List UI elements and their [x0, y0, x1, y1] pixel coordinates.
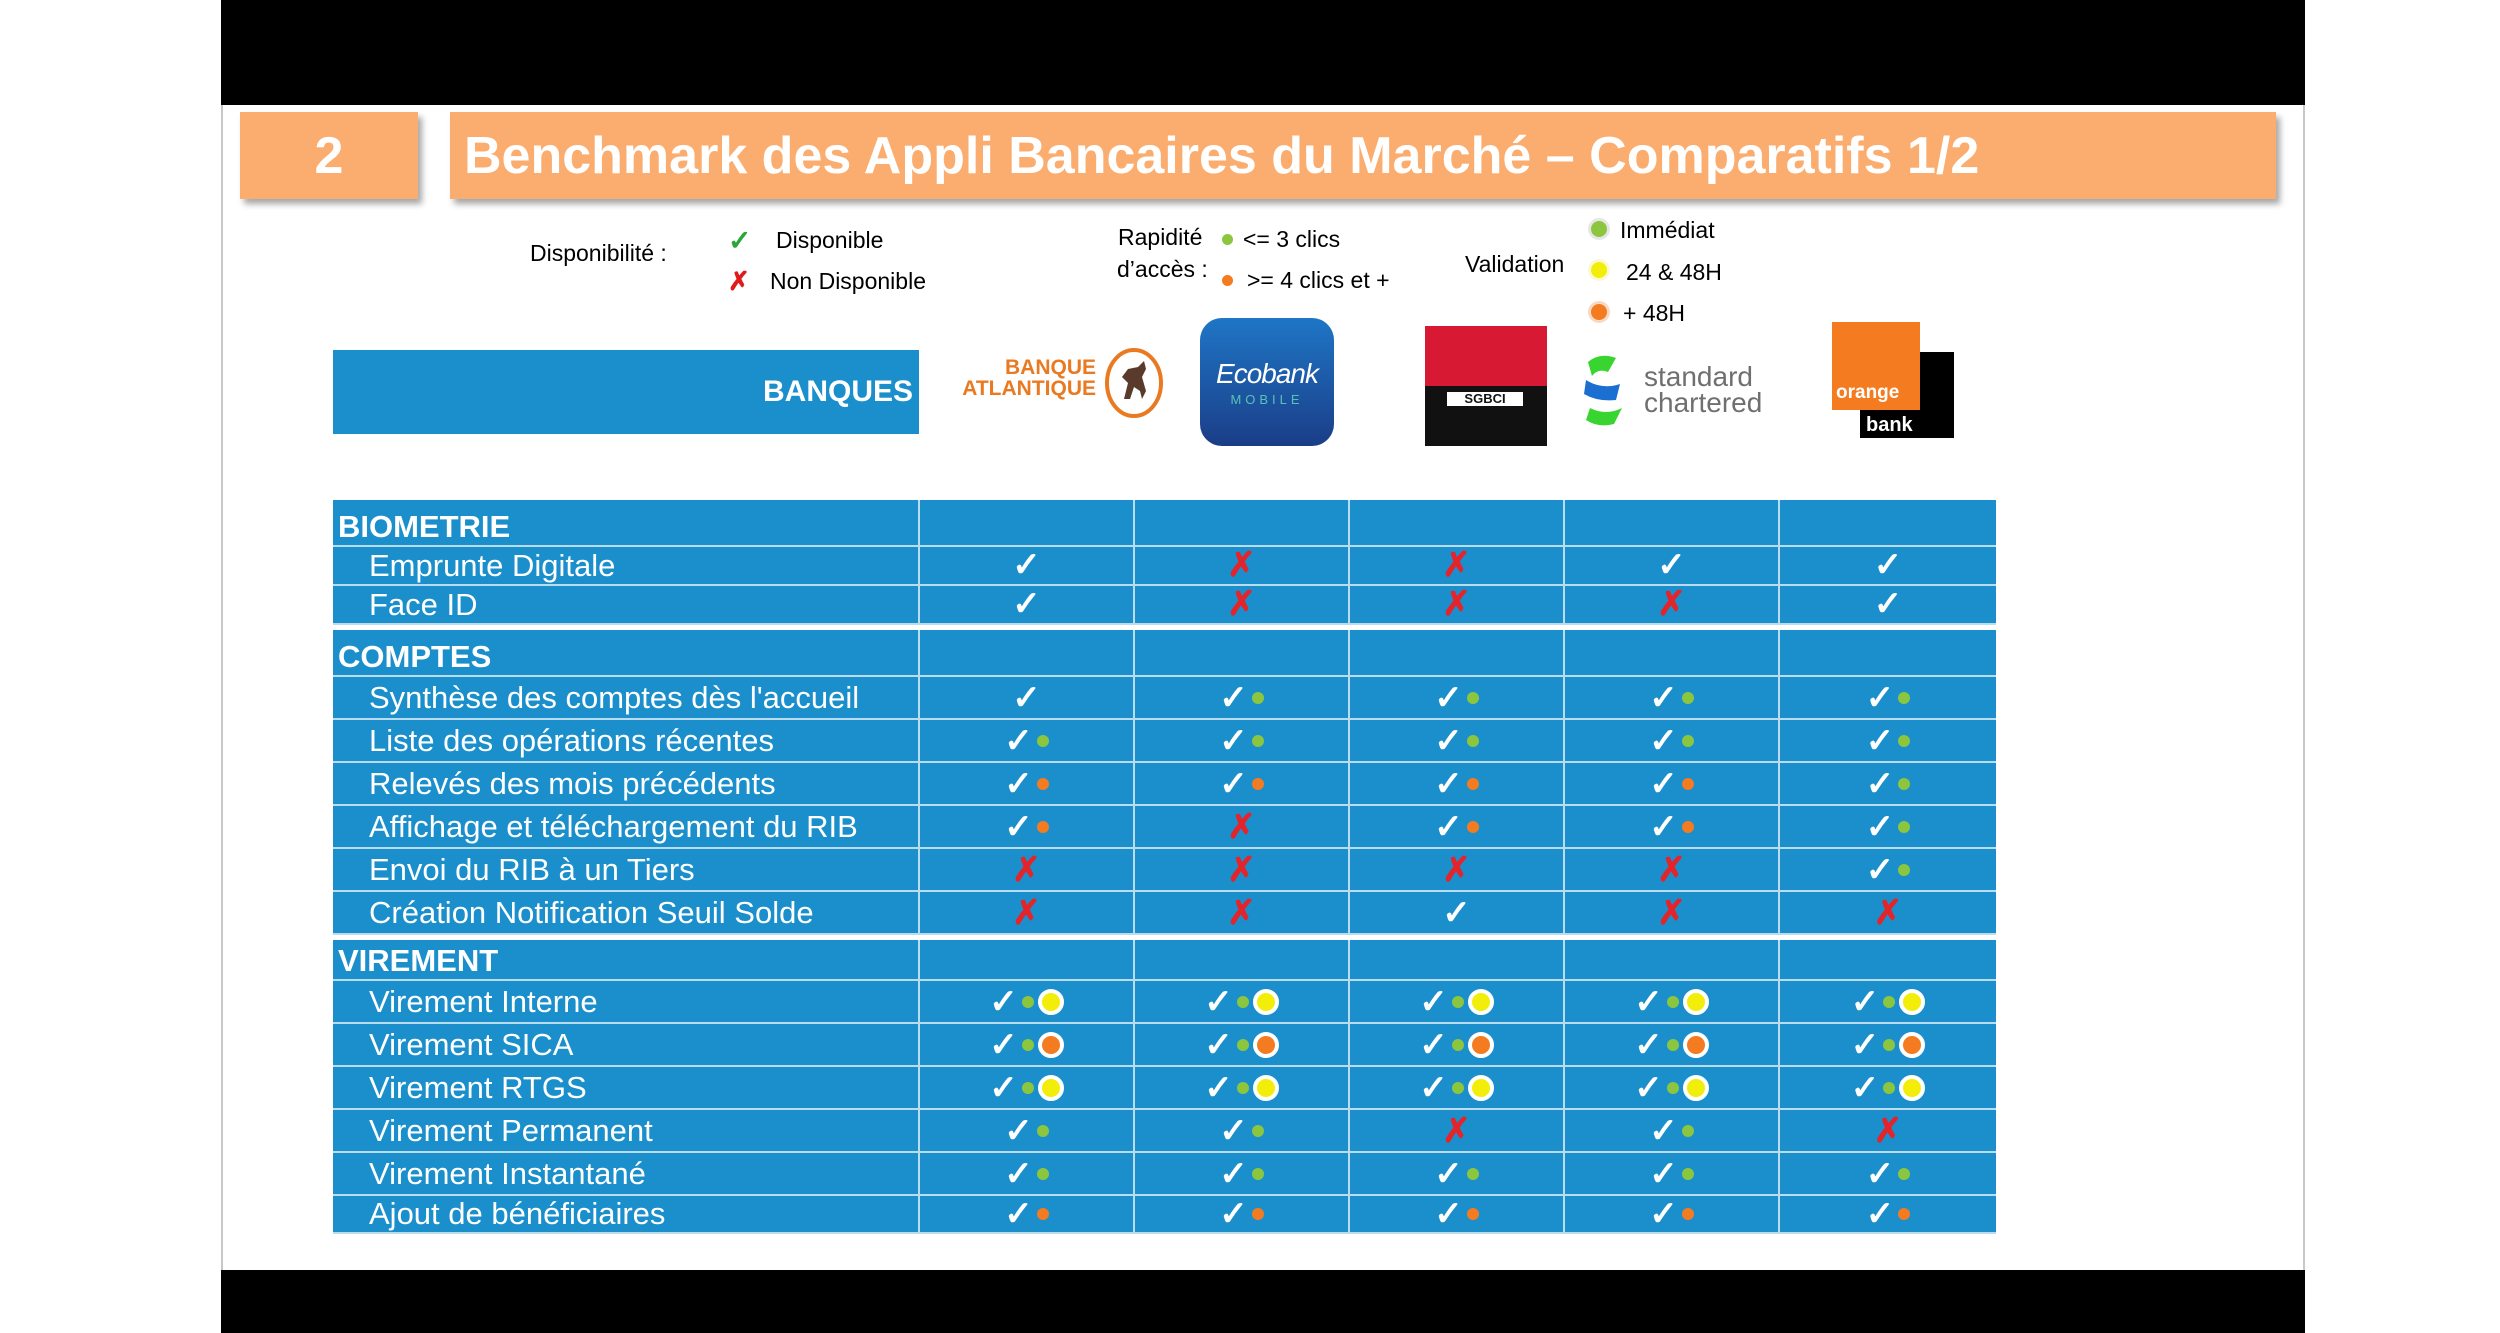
section-header-cell: [1349, 630, 1564, 676]
fast-access-dot-icon: [1682, 1168, 1694, 1180]
value-cell-bank-5: [1779, 891, 1996, 934]
available-check-icon: ✓: [1012, 585, 1041, 624]
value-cell-bank-1: [919, 1066, 1134, 1109]
section-header-cell: [1564, 940, 1779, 980]
value-cell-bank-5: [1779, 762, 1996, 805]
row-label: Envoi du RIB à un Tiers: [333, 848, 919, 891]
value-cell-bank-5: [1779, 848, 1996, 891]
fast-access-dot-icon: [1667, 996, 1679, 1008]
value-cell-bank-3: [1349, 762, 1564, 805]
orange-bank-line2: bank: [1866, 414, 1913, 436]
available-check-icon: ✓: [1649, 807, 1678, 846]
value-cell-bank-2: [1134, 1066, 1349, 1109]
slow-access-dot-icon: [1467, 1208, 1479, 1220]
standard-chartered-line2: chartered: [1644, 387, 1763, 418]
row-label: Affichage et téléchargement du RIB: [333, 805, 919, 848]
available-check-icon: ✓: [1850, 982, 1880, 1021]
available-check-icon: ✓: [1649, 764, 1678, 803]
slow-access-dot-icon: [1898, 1208, 1910, 1220]
section-header-cell: [919, 500, 1134, 546]
value-cell-bank-4: [1564, 1195, 1779, 1233]
horse-emblem-icon: [1104, 347, 1164, 419]
table-row: [333, 546, 1996, 585]
value-cell-bank-1: [919, 546, 1134, 585]
legend-cross-icon: ✗: [728, 266, 750, 296]
validation-48h-plus-dot-icon: [1899, 1032, 1925, 1058]
table-row: [333, 891, 1996, 934]
value-cell-bank-2: [1134, 805, 1349, 848]
section-title: COMPTES: [333, 630, 919, 676]
available-check-icon: ✓: [1657, 546, 1686, 585]
available-check-icon: ✓: [1434, 1195, 1463, 1233]
value-cell-bank-2: [1134, 676, 1349, 719]
fast-access-dot-icon: [1667, 1039, 1679, 1051]
fast-access-dot-icon: [1452, 1039, 1464, 1051]
value-cell-bank-2: [1134, 891, 1349, 934]
fast-access-dot-icon: [1898, 692, 1910, 704]
available-check-icon: ✓: [1434, 1154, 1463, 1193]
section-header-cell: [1134, 630, 1349, 676]
fast-access-dot-icon: [1237, 1039, 1249, 1051]
value-cell-bank-4: [1564, 891, 1779, 934]
validation-24-48h-dot-icon: [1253, 989, 1279, 1015]
fast-access-dot-icon: [1037, 1125, 1049, 1137]
legend-validation-label: Validation: [1465, 251, 1565, 277]
available-check-icon: ✓: [1634, 1068, 1663, 1107]
value-cell-bank-4: [1564, 848, 1779, 891]
unavailable-cross-icon: ✗: [1657, 893, 1686, 932]
legend-rapide: <= 3 clics: [1243, 226, 1341, 252]
section-header-cell: [919, 940, 1134, 980]
value-cell-bank-5: [1779, 1195, 1996, 1233]
legend-disponibilite-label: Disponibilité :: [530, 240, 667, 266]
available-check-icon: ✓: [1219, 721, 1248, 760]
value-cell-bank-2: [1134, 1109, 1349, 1152]
table-row: [333, 762, 1996, 805]
sgbci-label: SGBCI: [1447, 392, 1523, 406]
available-check-icon: ✓: [1434, 807, 1463, 846]
section-header-cell: [1779, 940, 1996, 980]
slow-access-dot-icon: [1037, 821, 1049, 833]
legend-24-48h-dot-icon: [1588, 259, 1610, 281]
fast-access-dot-icon: [1467, 692, 1479, 704]
available-check-icon: ✓: [1004, 764, 1033, 803]
available-check-icon: ✓: [1004, 721, 1033, 760]
available-check-icon: ✓: [1219, 1111, 1248, 1150]
validation-24-48h-dot-icon: [1899, 1075, 1925, 1101]
value-cell-bank-5: [1779, 980, 1996, 1023]
sgbci-logo: [1425, 326, 1547, 446]
value-cell-bank-4: [1564, 546, 1779, 585]
available-check-icon: ✓: [1865, 721, 1895, 760]
value-cell-bank-3: [1349, 546, 1564, 585]
unavailable-cross-icon: ✗: [1657, 585, 1686, 624]
available-check-icon: ✓: [1219, 1154, 1248, 1193]
ecobank-line1: Ecobank: [1216, 357, 1318, 389]
value-cell-bank-3: [1349, 848, 1564, 891]
standard-chartered-logo: [1578, 350, 1788, 430]
available-check-icon: ✓: [1865, 1195, 1895, 1233]
section-header-cell: [1564, 630, 1779, 676]
unavailable-cross-icon: ✗: [1442, 850, 1471, 889]
available-check-icon: ✓: [1865, 807, 1895, 846]
value-cell-bank-5: [1779, 805, 1996, 848]
table-row: [333, 980, 1996, 1023]
value-cell-bank-3: [1349, 719, 1564, 762]
fast-access-dot-icon: [1037, 735, 1049, 747]
available-check-icon: ✓: [1634, 1025, 1663, 1064]
fast-access-dot-icon: [1022, 996, 1034, 1008]
slow-access-dot-icon: [1467, 821, 1479, 833]
value-cell-bank-4: [1564, 585, 1779, 624]
fast-access-dot-icon: [1883, 996, 1895, 1008]
table-row: [333, 805, 1996, 848]
fast-access-dot-icon: [1682, 692, 1694, 704]
table-row: [333, 676, 1996, 719]
available-check-icon: ✓: [1850, 1068, 1880, 1107]
value-cell-bank-4: [1564, 719, 1779, 762]
fast-access-dot-icon: [1667, 1082, 1679, 1094]
unavailable-cross-icon: ✗: [1442, 585, 1471, 624]
legend-immediat-dot-icon: [1588, 218, 1610, 240]
value-cell-bank-1: [919, 1023, 1134, 1066]
unavailable-cross-icon: ✗: [1442, 1111, 1471, 1150]
available-check-icon: ✓: [1012, 546, 1041, 585]
unavailable-cross-icon: ✗: [1227, 893, 1256, 932]
value-cell-bank-4: [1564, 1152, 1779, 1195]
fast-access-dot-icon: [1237, 1082, 1249, 1094]
value-cell-bank-1: [919, 1195, 1134, 1233]
value-cell-bank-4: [1564, 805, 1779, 848]
fast-access-dot-icon: [1883, 1039, 1895, 1051]
available-check-icon: ✓: [989, 1025, 1018, 1064]
available-check-icon: ✓: [1004, 807, 1033, 846]
slow-access-dot-icon: [1037, 1208, 1049, 1220]
validation-48h-plus-dot-icon: [1468, 1032, 1494, 1058]
value-cell-bank-1: [919, 805, 1134, 848]
row-label: Virement SICA: [333, 1023, 919, 1066]
fast-access-dot-icon: [1252, 692, 1264, 704]
validation-24-48h-dot-icon: [1038, 989, 1064, 1015]
legend-48h-plus: + 48H: [1623, 300, 1686, 326]
available-check-icon: ✓: [1204, 1025, 1233, 1064]
value-cell-bank-2: [1134, 1152, 1349, 1195]
value-cell-bank-1: [919, 980, 1134, 1023]
section-header-cell: [1134, 500, 1349, 546]
fast-access-dot-icon: [1237, 996, 1249, 1008]
legend-24-48h: 24 & 48H: [1626, 259, 1722, 285]
value-cell-bank-2: [1134, 546, 1349, 585]
standard-chartered-emblem-icon: [1578, 350, 1630, 430]
banque-atlantique-line1: BANQUE: [1004, 356, 1096, 379]
bottom-black-bar: [221, 1270, 2305, 1333]
section-header-row: [333, 630, 1996, 676]
available-check-icon: ✓: [1419, 982, 1448, 1021]
section-title: VIREMENT: [333, 940, 919, 980]
legend-rapidite-label-1: Rapidité: [1118, 224, 1203, 250]
legend-48h-plus-dot-icon: [1588, 301, 1610, 323]
slow-access-dot-icon: [1037, 778, 1049, 790]
value-cell-bank-4: [1564, 1066, 1779, 1109]
value-cell-bank-4: [1564, 980, 1779, 1023]
row-label: Virement Instantané: [333, 1152, 919, 1195]
slide-title: Benchmark des Appli Bancaires du Marché – Comparatifs 1/2: [450, 112, 2276, 199]
value-cell-bank-4: [1564, 1023, 1779, 1066]
banque-atlantique-logo: [936, 345, 1166, 425]
value-cell-bank-3: [1349, 585, 1564, 624]
legend-lent: >= 4 clics et +: [1247, 267, 1390, 293]
validation-24-48h-dot-icon: [1899, 989, 1925, 1015]
standard-chartered-line1: standard: [1644, 361, 1753, 392]
ecobank-line2: MOBILE: [1230, 391, 1304, 407]
unavailable-cross-icon: ✗: [1012, 850, 1041, 889]
value-cell-bank-1: [919, 1109, 1134, 1152]
fast-access-dot-icon: [1252, 735, 1264, 747]
available-check-icon: ✓: [1865, 1154, 1895, 1193]
value-cell-bank-4: [1564, 676, 1779, 719]
row-label: Virement Interne: [333, 980, 919, 1023]
available-check-icon: ✓: [1649, 721, 1678, 760]
available-check-icon: ✓: [1865, 678, 1895, 717]
unavailable-cross-icon: ✗: [1442, 546, 1471, 585]
top-black-bar: [221, 0, 2305, 105]
available-check-icon: ✓: [1649, 1154, 1678, 1193]
slow-access-dot-icon: [1467, 778, 1479, 790]
slide-number: 2: [240, 112, 418, 199]
validation-24-48h-dot-icon: [1468, 1075, 1494, 1101]
value-cell-bank-2: [1134, 585, 1349, 624]
unavailable-cross-icon: ✗: [1873, 893, 1903, 932]
legend-non-disponible: Non Disponible: [770, 268, 926, 294]
available-check-icon: ✓: [1434, 678, 1463, 717]
row-label: Ajout de bénéficiaires: [333, 1195, 919, 1233]
value-cell-bank-3: [1349, 1195, 1564, 1233]
validation-24-48h-dot-icon: [1253, 1075, 1279, 1101]
fast-access-dot-icon: [1898, 1168, 1910, 1180]
fast-access-dot-icon: [1898, 778, 1910, 790]
value-cell-bank-2: [1134, 762, 1349, 805]
row-label: Synthèse des comptes dès l'accueil: [333, 676, 919, 719]
value-cell-bank-1: [919, 719, 1134, 762]
slow-access-dot-icon: [1252, 1208, 1264, 1220]
slow-access-dot-icon: [1252, 778, 1264, 790]
available-check-icon: ✓: [1873, 585, 1903, 624]
fast-access-dot-icon: [1022, 1082, 1034, 1094]
validation-24-48h-dot-icon: [1683, 989, 1709, 1015]
section-header-cell: [1349, 940, 1564, 980]
available-check-icon: ✓: [989, 982, 1018, 1021]
fast-access-dot-icon: [1898, 864, 1910, 876]
available-check-icon: ✓: [989, 1068, 1018, 1107]
value-cell-bank-5: [1779, 1023, 1996, 1066]
row-label: Création Notification Seuil Solde: [333, 891, 919, 934]
available-check-icon: ✓: [1865, 764, 1895, 803]
available-check-icon: ✓: [1004, 1195, 1033, 1233]
legend-disponible: Disponible: [776, 227, 884, 253]
value-cell-bank-3: [1349, 1152, 1564, 1195]
unavailable-cross-icon: ✗: [1227, 546, 1256, 585]
section-header-row: [333, 500, 1996, 546]
unavailable-cross-icon: ✗: [1657, 850, 1686, 889]
validation-24-48h-dot-icon: [1468, 989, 1494, 1015]
table-row: [333, 585, 1996, 624]
legend-immediat: Immédiat: [1620, 217, 1715, 243]
section-header-cell: [1779, 630, 1996, 676]
value-cell-bank-3: [1349, 980, 1564, 1023]
value-cell-bank-2: [1134, 848, 1349, 891]
row-label: Emprunte Digitale: [333, 546, 919, 585]
available-check-icon: ✓: [1442, 893, 1471, 932]
section-header-cell: [1134, 940, 1349, 980]
table-row: [333, 1023, 1996, 1066]
available-check-icon: ✓: [1204, 1068, 1233, 1107]
available-check-icon: ✓: [1649, 678, 1678, 717]
value-cell-bank-4: [1564, 762, 1779, 805]
value-cell-bank-2: [1134, 980, 1349, 1023]
section-title: BIOMETRIE: [333, 500, 919, 546]
slow-access-dot-icon: [1682, 778, 1694, 790]
validation-48h-plus-dot-icon: [1683, 1032, 1709, 1058]
available-check-icon: ✓: [1850, 1025, 1880, 1064]
available-check-icon: ✓: [1434, 764, 1463, 803]
fast-access-dot-icon: [1682, 735, 1694, 747]
value-cell-bank-5: [1779, 676, 1996, 719]
value-cell-bank-3: [1349, 1109, 1564, 1152]
fast-access-dot-icon: [1252, 1168, 1264, 1180]
row-label: Virement RTGS: [333, 1066, 919, 1109]
orange-bank-logo: [1832, 322, 1954, 438]
orange-bank-line1: orange: [1836, 382, 1900, 403]
banque-atlantique-line2: ATLANTIQUE: [962, 377, 1096, 400]
value-cell-bank-1: [919, 848, 1134, 891]
row-label: Virement Permanent: [333, 1109, 919, 1152]
value-cell-bank-3: [1349, 1023, 1564, 1066]
fast-access-dot-icon: [1467, 1168, 1479, 1180]
table-row: [333, 848, 1996, 891]
fast-access-dot-icon: [1037, 1168, 1049, 1180]
available-check-icon: ✓: [1204, 982, 1233, 1021]
validation-48h-plus-dot-icon: [1038, 1032, 1064, 1058]
value-cell-bank-5: [1779, 719, 1996, 762]
fast-access-dot-icon: [1682, 1125, 1694, 1137]
slow-access-dot-icon: [1682, 821, 1694, 833]
unavailable-cross-icon: ✗: [1227, 850, 1256, 889]
section-header-cell: [1779, 500, 1996, 546]
available-check-icon: ✓: [1004, 1111, 1033, 1150]
slow-access-dot-icon: [1682, 1208, 1694, 1220]
fast-access-dot-icon: [1898, 735, 1910, 747]
unavailable-cross-icon: ✗: [1012, 893, 1041, 932]
available-check-icon: ✓: [1219, 1195, 1248, 1233]
value-cell-bank-3: [1349, 891, 1564, 934]
section-header-cell: [1564, 500, 1779, 546]
value-cell-bank-1: [919, 1152, 1134, 1195]
available-check-icon: ✓: [1434, 721, 1463, 760]
available-check-icon: ✓: [1419, 1025, 1448, 1064]
legend-fast-dot-icon: [1222, 234, 1233, 245]
value-cell-bank-4: [1564, 1109, 1779, 1152]
value-cell-bank-3: [1349, 1066, 1564, 1109]
row-label: Relevés des mois précédents: [333, 762, 919, 805]
value-cell-bank-1: [919, 676, 1134, 719]
value-cell-bank-1: [919, 762, 1134, 805]
value-cell-bank-5: [1779, 546, 1996, 585]
legend-check-icon: ✓: [728, 225, 752, 256]
value-cell-bank-1: [919, 585, 1134, 624]
value-cell-bank-5: [1779, 585, 1996, 624]
fast-access-dot-icon: [1883, 1082, 1895, 1094]
section-header-cell: [919, 630, 1134, 676]
value-cell-bank-5: [1779, 1066, 1996, 1109]
table-row: [333, 1195, 1996, 1233]
fast-access-dot-icon: [1022, 1039, 1034, 1051]
row-label: Face ID: [333, 585, 919, 624]
available-check-icon: ✓: [1419, 1068, 1448, 1107]
value-cell-bank-2: [1134, 1195, 1349, 1233]
available-check-icon: ✓: [1004, 1154, 1033, 1193]
ecobank-logo: [1200, 318, 1334, 446]
available-check-icon: ✓: [1873, 546, 1903, 585]
table-row: [333, 1109, 1996, 1152]
legend-rapidite-label-2: d’accès :: [1117, 256, 1208, 282]
value-cell-bank-2: [1134, 719, 1349, 762]
unavailable-cross-icon: ✗: [1873, 1111, 1903, 1150]
row-label: Liste des opérations récentes: [333, 719, 919, 762]
fast-access-dot-icon: [1467, 735, 1479, 747]
value-cell-bank-3: [1349, 676, 1564, 719]
available-check-icon: ✓: [1012, 678, 1041, 717]
fast-access-dot-icon: [1452, 996, 1464, 1008]
available-check-icon: ✓: [1865, 850, 1895, 889]
table-row: [333, 1152, 1996, 1195]
section-header-cell: [1349, 500, 1564, 546]
available-check-icon: ✓: [1649, 1195, 1678, 1233]
table-row: [333, 1066, 1996, 1109]
value-cell-bank-1: [919, 891, 1134, 934]
fast-access-dot-icon: [1252, 1125, 1264, 1137]
value-cell-bank-2: [1134, 1023, 1349, 1066]
value-cell-bank-5: [1779, 1152, 1996, 1195]
validation-48h-plus-dot-icon: [1253, 1032, 1279, 1058]
available-check-icon: ✓: [1634, 982, 1663, 1021]
unavailable-cross-icon: ✗: [1227, 807, 1256, 846]
banques-header: BANQUES: [333, 350, 919, 434]
unavailable-cross-icon: ✗: [1227, 585, 1256, 624]
validation-24-48h-dot-icon: [1683, 1075, 1709, 1101]
available-check-icon: ✓: [1649, 1111, 1678, 1150]
legend-slow-dot-icon: [1222, 275, 1233, 286]
comparison-table: [333, 500, 1996, 1234]
table-row: [333, 719, 1996, 762]
value-cell-bank-3: [1349, 805, 1564, 848]
validation-24-48h-dot-icon: [1038, 1075, 1064, 1101]
section-header-row: [333, 940, 1996, 980]
value-cell-bank-5: [1779, 1109, 1996, 1152]
available-check-icon: ✓: [1219, 764, 1248, 803]
fast-access-dot-icon: [1898, 821, 1910, 833]
fast-access-dot-icon: [1452, 1082, 1464, 1094]
available-check-icon: ✓: [1219, 678, 1248, 717]
